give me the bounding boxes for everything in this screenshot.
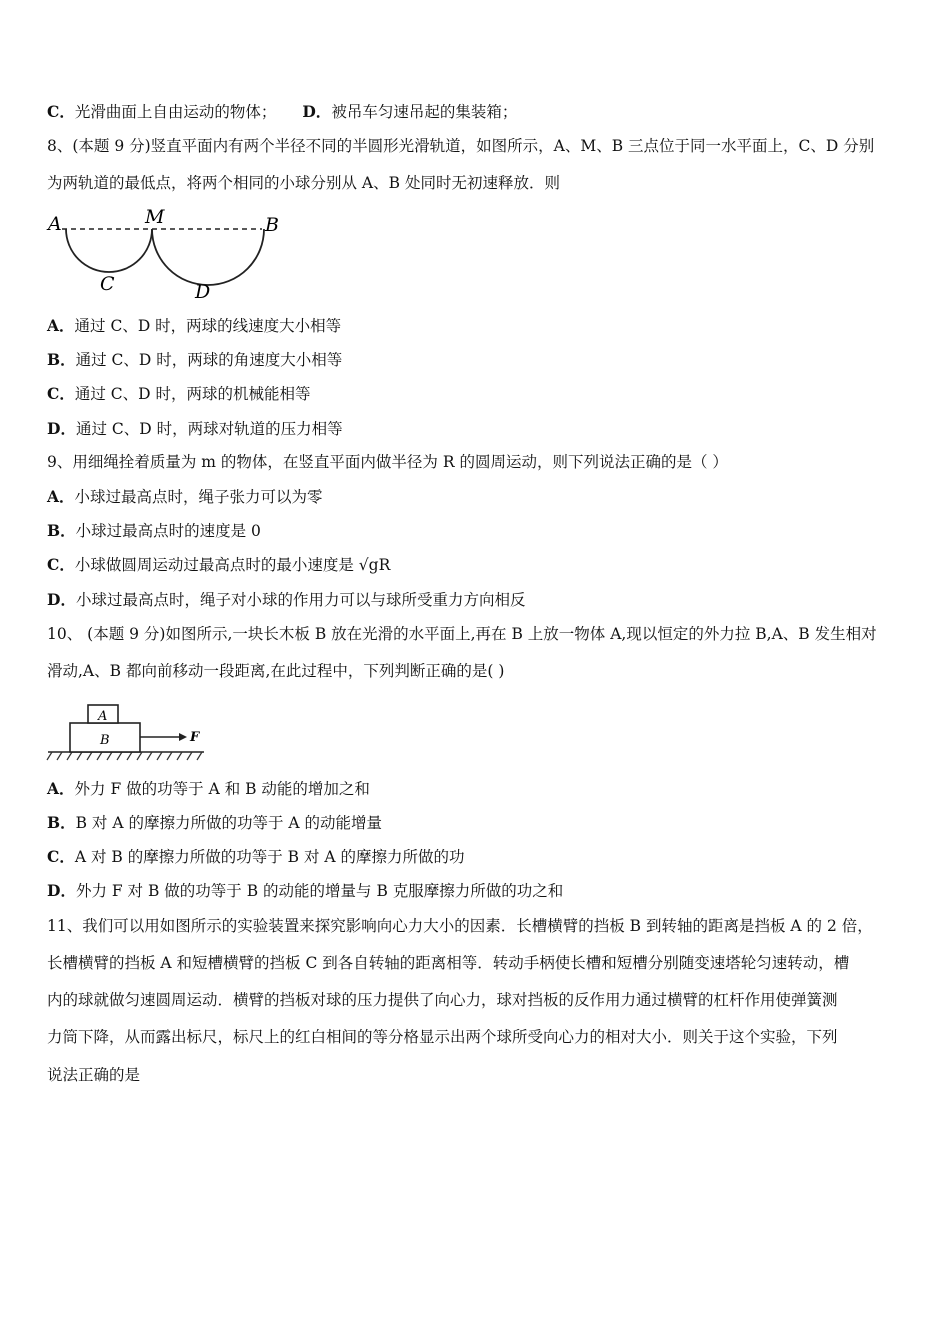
q9-option-b bbox=[47, 520, 261, 542]
option-letter: C． bbox=[47, 102, 75, 121]
label-b: B bbox=[100, 733, 110, 748]
label-b: B bbox=[265, 214, 279, 236]
option-letter: B． bbox=[47, 521, 76, 540]
option-letter: C． bbox=[47, 847, 75, 866]
option-text: 光滑曲面上自由运动的物体； bbox=[74, 103, 277, 121]
option-letter: D． bbox=[47, 590, 76, 609]
option-letter: D． bbox=[47, 881, 76, 900]
q9-option-c bbox=[47, 554, 390, 576]
option-text: 小球过最高点时，绳子张力可以为零 bbox=[74, 488, 323, 506]
option-text: 通过 C、D 时，两球的角速度大小相等 bbox=[75, 351, 343, 369]
option-letter: D． bbox=[47, 419, 76, 438]
q8-option-d bbox=[47, 418, 343, 440]
option-text: 小球过最高点时，绳子对小球的作用力可以与球所受重力方向相反 bbox=[75, 591, 526, 609]
label-a: A bbox=[98, 709, 108, 724]
q8-option-a bbox=[47, 315, 341, 337]
q8-option-c bbox=[47, 383, 311, 405]
label-f: F bbox=[190, 730, 200, 745]
q8-track-figure bbox=[44, 204, 289, 306]
q9-option-d bbox=[47, 589, 525, 611]
label-c: C bbox=[100, 273, 115, 295]
option-text: 被吊车匀速吊起的集装箱； bbox=[331, 103, 518, 121]
q9-stem: 9、用细绳拴着质量为 m 的物体，在竖直平面内做半径为 R 的圆周运动，则下列说法正确的是（ ） bbox=[47, 453, 728, 471]
q11-stem-line-1: 11、我们可以用如图所示的实验装置来探究影响向心力大小的因素．长槽横臂的挡板 B 到转轴的距离是挡板 A 的 2 倍， bbox=[47, 917, 873, 935]
q8-stem-line-1: 8、(本题 9 分)竖直平面内有两个半径不同的半圆形光滑轨道，如图所示，A、M、B 三点位于同一水平面上，C、D 分别 bbox=[47, 137, 875, 155]
q10-stem-line-2: 滑动,A、B 都向前移动一段距离,在此过程中，下列判断正确的是( ) bbox=[47, 662, 505, 680]
q9-option-a bbox=[47, 486, 323, 508]
option-text: 通过 C、D 时，两球的机械能相等 bbox=[74, 385, 311, 403]
q10-stem-line-1: 10、 (本题 9 分)如图所示,一块长木板 B 放在光滑的水平面上,再在 B 上放一物体 A,现以恒定的外力拉 B,A、B 发生相对 bbox=[47, 625, 877, 643]
option-text: 小球做圆周运动过最高点时的最小速度是 √gR bbox=[74, 556, 391, 574]
option-letter: A． bbox=[47, 779, 75, 798]
q8-option-b bbox=[47, 349, 342, 371]
option-text: A 对 B 的摩擦力所做的功等于 B 对 A 的摩擦力所做的功 bbox=[74, 848, 465, 866]
label-m: M bbox=[145, 206, 165, 228]
option-letter: A． bbox=[47, 487, 75, 506]
option-text: 小球过最高点时的速度是 0 bbox=[75, 522, 261, 540]
q10-option-b bbox=[47, 812, 382, 834]
q10-block-figure bbox=[44, 700, 214, 766]
option-letter: A． bbox=[47, 316, 75, 335]
option-letter: B． bbox=[47, 813, 76, 832]
q11-stem-line-2: 长槽横臂的挡板 A 和短槽横臂的挡板 C 到各自转轴的距离相等．转动手柄使长槽和短槽分别随变速塔轮匀速转动，槽 bbox=[47, 954, 850, 972]
option-letter: C． bbox=[47, 384, 75, 403]
q10-option-a bbox=[47, 778, 370, 800]
label-a: A bbox=[48, 213, 62, 235]
q10-option-c bbox=[47, 846, 465, 868]
option-text: 通过 C、D 时，两球的线速度大小相等 bbox=[74, 317, 342, 335]
q10-option-d bbox=[47, 880, 563, 902]
q8-stem-line-2: 为两轨道的最低点，将两个相同的小球分别从 A、B 处同时无初速释放．则 bbox=[47, 174, 560, 192]
label-d: D bbox=[195, 281, 211, 303]
option-letter: C． bbox=[47, 555, 75, 574]
q11-stem-line-4: 力筒下降，从而露出标尺，标尺上的红白相间的等分格显示出两个球所受向心力的相对大小．则关于这个实验，下列 bbox=[47, 1028, 838, 1046]
prev-options-line bbox=[47, 101, 517, 123]
option-text: B 对 A 的摩擦力所做的功等于 A 的动能增量 bbox=[75, 814, 383, 832]
option-letter: B． bbox=[47, 350, 76, 369]
q11-stem-line-3: 内的球就做匀速圆周运动．横臂的挡板对球的压力提供了向心力，球对挡板的反作用力通过横臂的杠杆作用使弹簧测 bbox=[47, 991, 838, 1009]
option-text: 通过 C、D 时，两球对轨道的压力相等 bbox=[75, 420, 343, 438]
option-text: 外力 F 对 B 做的功等于 B 的动能的增量与 B 克服摩擦力所做的功之和 bbox=[75, 882, 564, 900]
option-letter: D． bbox=[302, 102, 332, 121]
option-text: 外力 F 做的功等于 A 和 B 动能的增加之和 bbox=[74, 780, 370, 798]
q11-stem-line-5: 说法正确的是 bbox=[47, 1066, 141, 1084]
